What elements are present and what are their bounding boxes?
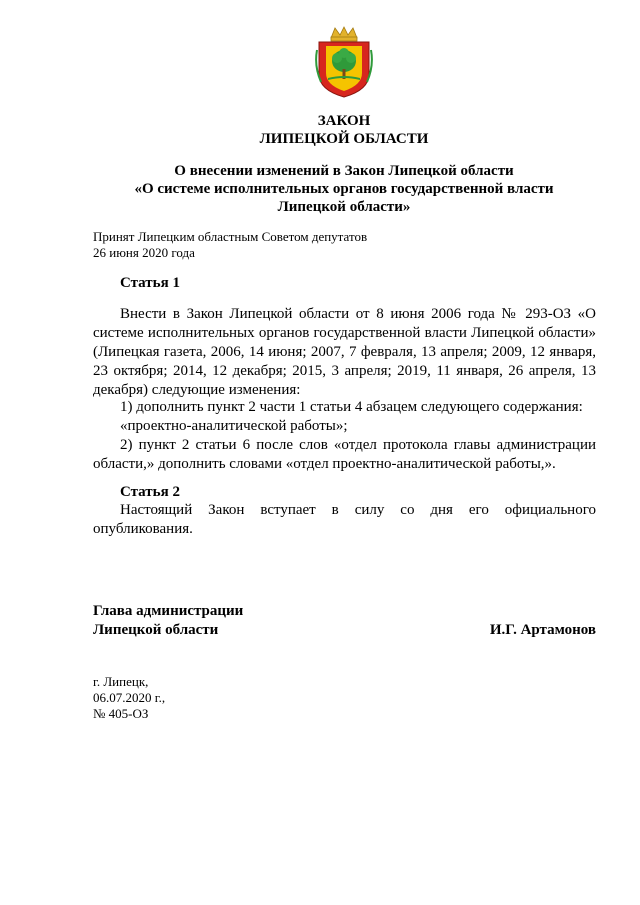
signature-block: [93, 602, 596, 640]
law-subject: [24, 162, 640, 216]
article2-paragraph1: Настоящий Закон вступает в силу со дня его официального опубликования.: [93, 502, 596, 537]
law-title-line2: ЛИПЕЦКОЙ ОБЛАСТИ: [259, 131, 429, 147]
signatory-position-line1: Глава администрации: [93, 603, 244, 619]
adoption-line1: Принят Липецким областным Советом депутатов: [93, 229, 368, 244]
article1-paragraph4: 2) пункт 2 статьи 6 после слов «отдел протокола главы администрации области,» дополнить словами «отдел проектно-аналитической работы,».: [93, 437, 596, 472]
article1-paragraph2: 1) дополнить пункт 2 части 1 статьи 4 абзацем следующего содержания:: [120, 399, 583, 415]
adoption-date: 26 июня 2020 года: [93, 245, 195, 260]
article1-heading: Статья 1: [120, 275, 180, 291]
law-subject-line3: Липецкой области»: [277, 199, 411, 215]
law-subject-line2: «О системе исполнительных органов государственной власти: [134, 181, 554, 197]
footer-city: г. Липецк,: [93, 674, 149, 689]
law-title-line1: ЗАКОН: [317, 113, 371, 129]
law-title: [24, 112, 640, 148]
document-footer: [93, 674, 165, 722]
law-subject-line1: О внесении изменений в Закон Липецкой области: [174, 163, 514, 179]
signatory-name: И.Г. Артамонов: [489, 622, 596, 638]
article2-heading: Статья 2: [120, 484, 180, 500]
article1-paragraph1: Внести в Закон Липецкой области от 8 июня 2006 года № 293-ОЗ «О системе исполнительных органов государственной власти Липецкой области» (Липецкая газета, 2006, 14 июня; 2007, 7 февраля, 13 апреля; 2009, 12 января, 23 октября; 2014, 12 декабря; 2015, 3 апреля; 2019, 11 января, 26 апреля, 13 декабря) следующие изменения:: [93, 306, 596, 398]
article1-paragraph3: «проектно-аналитической работы»;: [120, 418, 348, 434]
signatory-position-line2: Липецкой области: [93, 622, 219, 638]
footer-number: № 405-ОЗ: [93, 706, 149, 721]
adoption-note: [93, 229, 367, 261]
coat-of-arms-icon: [313, 26, 375, 98]
signature-row: [93, 621, 596, 640]
footer-date: 06.07.2020 г.,: [93, 690, 166, 705]
